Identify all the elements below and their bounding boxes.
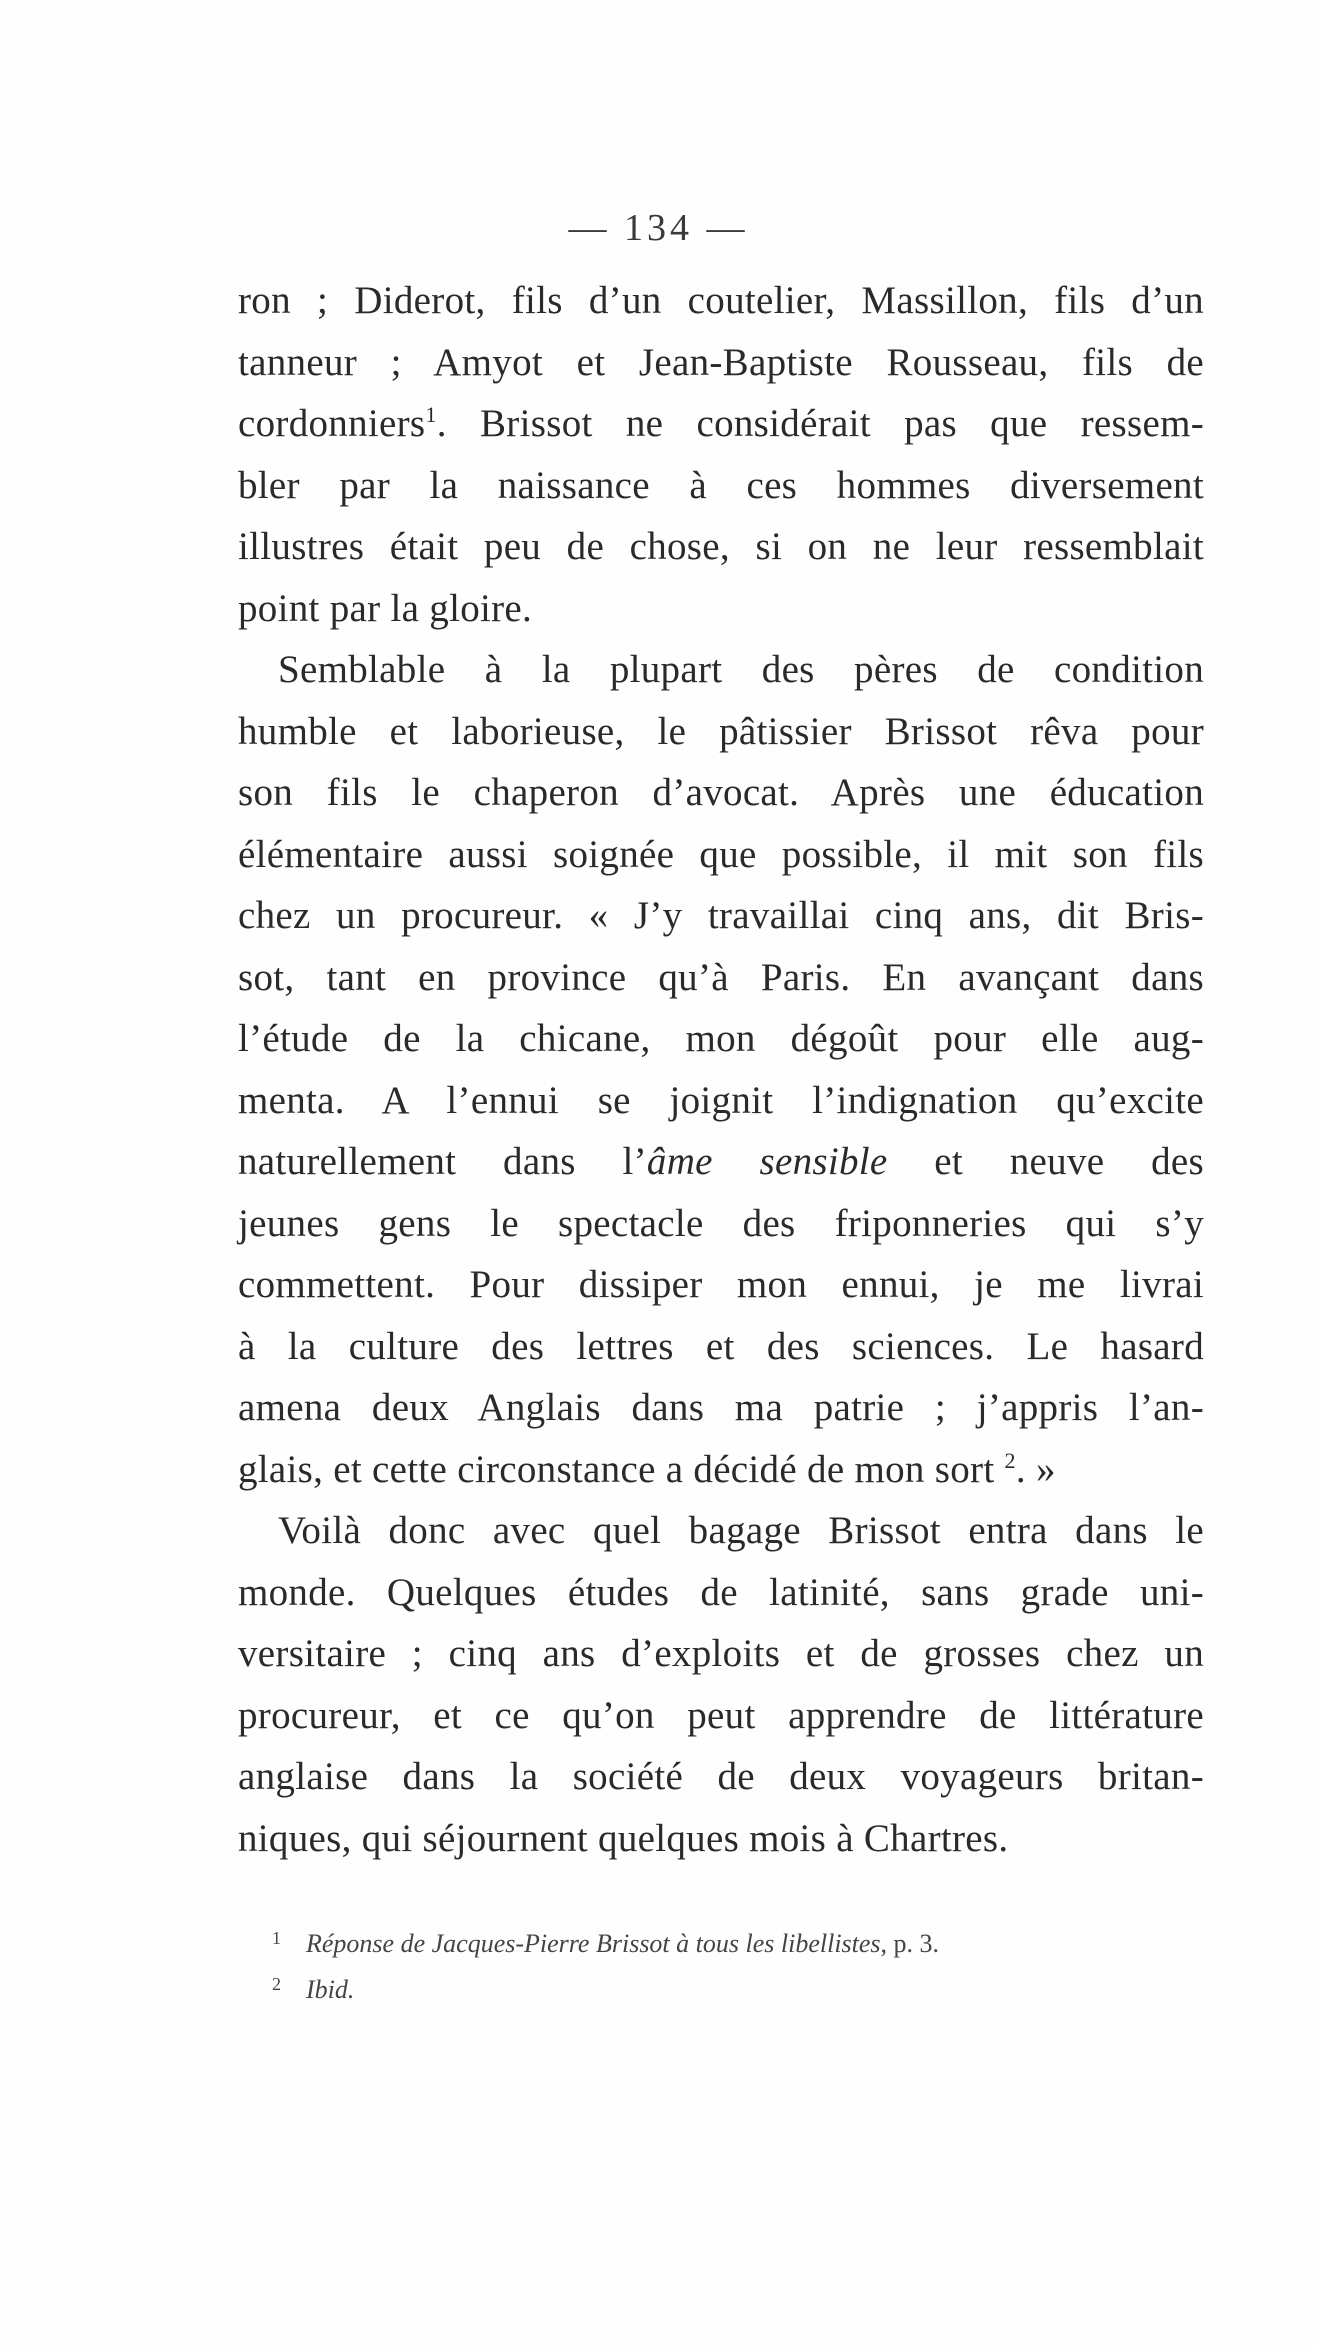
line-text: commettent. Pour dissiper mon ennui, je me livrai: [238, 1263, 1204, 1306]
line-text: niques, qui séjournent quelques mois à Chartres.: [238, 1816, 1009, 1860]
text-line: [238, 762, 1204, 824]
text-line: [238, 1439, 1204, 1501]
text-line: [238, 516, 1204, 578]
footnote-text: Ibid.: [306, 1975, 355, 2004]
line-text: point par la gloire.: [238, 586, 533, 630]
text-line: [238, 1808, 1204, 1870]
line-text: cordonniers: [238, 402, 426, 445]
text-line: [238, 701, 1204, 763]
text-line: [238, 332, 1204, 394]
text-line: [238, 1316, 1204, 1378]
line-text: sot, tant en province qu’à Paris. En avançant dans: [238, 955, 1204, 999]
line-text: tanneur ; Amyot et Jean-Baptiste Rousseau, fils de: [238, 340, 1204, 384]
footnote-tail: , p. 3.: [880, 1929, 940, 1958]
text-line: [238, 1254, 1204, 1316]
line-text: naturellement dans l’: [238, 1140, 647, 1183]
line-text: bler par la naissance à ces hommes diversement: [238, 463, 1204, 507]
text-line: [238, 885, 1204, 947]
footnote-ref: 2: [1004, 1447, 1016, 1473]
text-line: [238, 1746, 1204, 1808]
line-text: élémentaire aussi soignée que possible, il mit son fils: [238, 832, 1204, 876]
line-text: illustres était peu de chose, si on ne leur ressemblait: [238, 525, 1204, 568]
text-line: [238, 1685, 1204, 1747]
line-text: monde. Quelques études de latinité, sans grade uni-: [238, 1570, 1204, 1614]
text-line: [238, 1500, 1204, 1562]
footnote-text: Réponse de Jacques-Pierre Brissot à tous les libellistes: [306, 1929, 881, 1958]
line-text: procureur, et ce qu’on peut apprendre de littérature: [238, 1693, 1204, 1737]
body-text: [238, 270, 1204, 1869]
text-line: [238, 639, 1204, 701]
text-line: [238, 947, 1204, 1009]
text-line: [238, 455, 1204, 517]
line-text: humble et laborieuse, le pâtissier Brissot rêva pour: [238, 709, 1204, 753]
footnote-ref: 1: [425, 402, 437, 427]
line-text: et neuve des: [887, 1140, 1204, 1183]
line-text: amena deux Anglais dans ma patrie ; j’appris l’an-: [238, 1386, 1204, 1429]
line-text: anglaise dans la société de deux voyageurs britan-: [238, 1755, 1204, 1798]
line-text: menta. A l’ennui se joignit l’indignation qu’excite: [238, 1078, 1204, 1122]
footnote-mark: 2: [272, 1974, 281, 1994]
line-text: . »: [1015, 1447, 1056, 1491]
line-text: ron ; Diderot, fils d’un coutelier, Massillon, fils d’un: [238, 279, 1204, 322]
text-line: [238, 1193, 1204, 1255]
text-line: [238, 1377, 1204, 1439]
line-text: chez un procureur. « J’y travaillai cinq ans, dit Bris-: [238, 894, 1204, 937]
text-line: [238, 270, 1204, 332]
text-line: [238, 824, 1204, 886]
text-line: [238, 1008, 1204, 1070]
footnote-1: [272, 1918, 1172, 1964]
text-line: [238, 1131, 1204, 1193]
line-text: jeunes gens le spectacle des friponneries qui s’y: [238, 1201, 1204, 1245]
text-line: [238, 1623, 1204, 1685]
text-line: [238, 578, 1204, 640]
text-line: [238, 1562, 1204, 1624]
footnote-2: [272, 1964, 1172, 2010]
line-text: son fils le chaperon d’avocat. Après une éducation: [238, 771, 1204, 814]
footnote-mark: 1: [272, 1928, 281, 1948]
text-line: [238, 393, 1204, 455]
line-text: glais, et cette circonstance a décidé de mon sort: [238, 1447, 995, 1491]
line-text: l’étude de la chicane, mon dégoût pour elle aug-: [238, 1017, 1204, 1060]
footnotes: [272, 1918, 1172, 2010]
text-line: [238, 1070, 1204, 1132]
line-text: à la culture des lettres et des sciences. Le hasard: [238, 1324, 1204, 1368]
line-text: Voilà donc avec quel bagage Brissot entra dans le: [278, 1509, 1204, 1552]
line-text: . Brissot ne considérait pas que ressem-: [436, 402, 1204, 445]
page-number: — 134 —: [568, 207, 749, 249]
italic-phrase: âme sensible: [646, 1140, 888, 1183]
line-text: versitaire ; cinq ans d’exploits et de grosses chez un: [238, 1632, 1204, 1675]
line-text: Semblable à la plupart des pères de condition: [278, 648, 1204, 691]
